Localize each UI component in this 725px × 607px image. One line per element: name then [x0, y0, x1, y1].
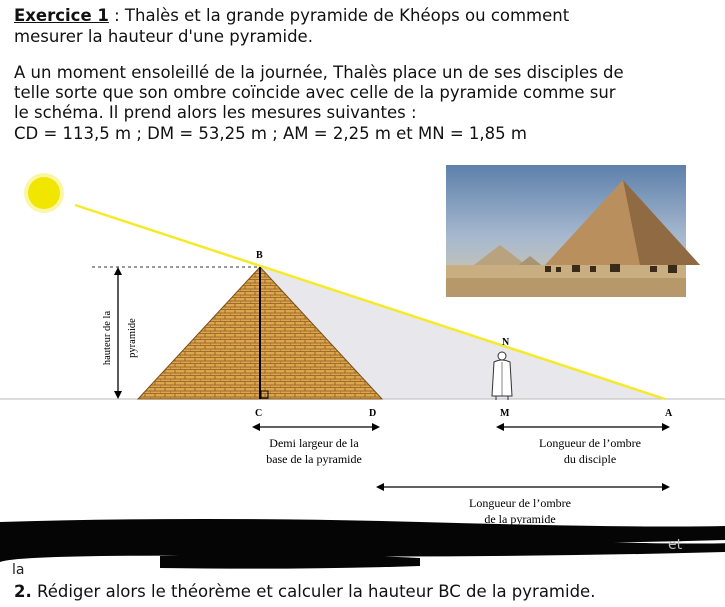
point-d-label: D [369, 408, 377, 419]
point-b-label: B [256, 250, 263, 261]
point-c-label: C [255, 408, 263, 419]
pyramid-shadow-label-line-2: de la pyramide [484, 512, 556, 526]
measures-line: CD = 113,5 m ; DM = 53,25 m ; AM = 2,25 m et MN = 1,85 m [14, 124, 527, 143]
paragraph-line-1: A un moment ensoleillé de la journée, Thalès place un de ses disciples de [14, 63, 624, 82]
exercise-title-text: : Thalès et la grande pyramide de Khéops ou comment [108, 6, 570, 25]
pyramid-shadow-label-line-1: Longueur de l’ombre [469, 496, 571, 510]
point-a-label: A [665, 408, 673, 419]
question-2-number: 2. [14, 582, 32, 601]
redaction-scribble [0, 519, 725, 569]
demi-largeur-label-line-1: Demi largeur de la [269, 436, 359, 450]
question-2 [14, 582, 595, 601]
demi-largeur-label-line-2: base de la pyramide [266, 452, 362, 466]
partial-line-right: et [668, 537, 683, 553]
pyramid-photo [446, 165, 700, 297]
disciple-shadow-label-line-2: du disciple [563, 452, 617, 466]
exercise-title-line-2: mesurer la hauteur d'une pyramide. [14, 27, 313, 46]
point-n-label: N [502, 337, 510, 348]
thales-figure [0, 160, 725, 607]
question-2-text: Rédiger alors le théorème et calculer la hauteur BC de la pyramide. [31, 582, 596, 601]
paragraph-line-2: telle sorte que son ombre coïncide avec celle de la pyramide comme sur [14, 83, 616, 102]
exercise-heading: Exercice 1 [14, 6, 109, 25]
height-label-line-2: pyramide [127, 318, 138, 358]
height-label-line-1: hauteur de la [102, 310, 113, 366]
paragraph-line-3: le schéma. Il prend alors les mesures suivantes : [14, 103, 417, 122]
exercise-title-line-1 [14, 6, 569, 26]
point-m-label: M [500, 408, 510, 419]
partial-line-left: la [12, 562, 25, 578]
disciple-shadow-label-line-1: Longueur de l’ombre [539, 436, 641, 450]
